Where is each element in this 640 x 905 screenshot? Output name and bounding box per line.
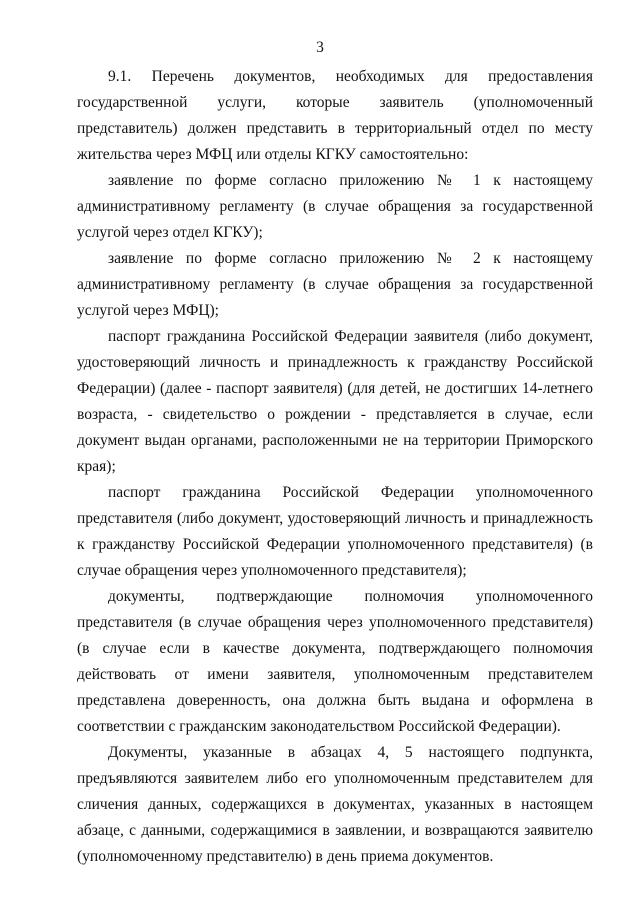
paragraph-documents-return: Документы, указанные в абзацах 4, 5 настоящего подпункта, предъявляются заявителем либо его уполномоченным представителем для сличения данных, содержащихся в документах, указанных в настоящем абзаце, с данными, содержащимися в заявлении, и возвращаются заявителю (уполномоченному представителю) в день приема документов.: [77, 744, 593, 865]
paragraph-9-1: 9.1. Перечень документов, необходимых для предоставления государственной услуги, которые заявитель (уполномоченный представитель) должен представить в территориальный отдел по месту жительства через МФЦ или отделы КГКУ самостоятельно:: [77, 68, 593, 163]
paragraph-representative-passport: паспорт гражданина Российской Федерации уполномоченного представителя (либо документ, удостоверяющий личность и принадлежность к гражданству Российской Федерации уполномоченного представителя) (в случае обращения через уполномоченного представителя);: [77, 484, 593, 579]
paragraph-application-mfc: заявление по форме согласно приложению № 2 к настоящему административному регламенту (в случае обращения за государственной услугой через МФЦ);: [77, 250, 593, 319]
paragraph-applicant-passport: паспорт гражданина Российской Федерации заявителя (либо документ, удостоверяющий личность и принадлежность к гражданству Российской Федерации) (далее - паспорт заявителя) (для детей, не достигших 14-летнего возраста, - свидетельство о рождении - представляется в случае, если документ выдан органами, расположенными не на территории Приморского края);: [77, 328, 593, 475]
paragraph-authority-documents: документы, подтверждающие полномочия уполномоченного представителя (в случае обращения через уполномоченного представителя) (в случае если в качестве документа, подтверждающего полномочия действовать от имени заявителя, уполномоченным представителем представлена доверенность, она должна быть выдана и оформлена в соответствии с гражданским законодательством Российской Федерации).: [77, 588, 593, 735]
document-body: [77, 64, 593, 870]
paragraph-application-kgku: заявление по форме согласно приложению № 1 к настоящему административному регламенту (в случае обращения за государственной услугой через отдел КГКУ);: [77, 172, 593, 241]
page-number: 3: [316, 39, 324, 56]
